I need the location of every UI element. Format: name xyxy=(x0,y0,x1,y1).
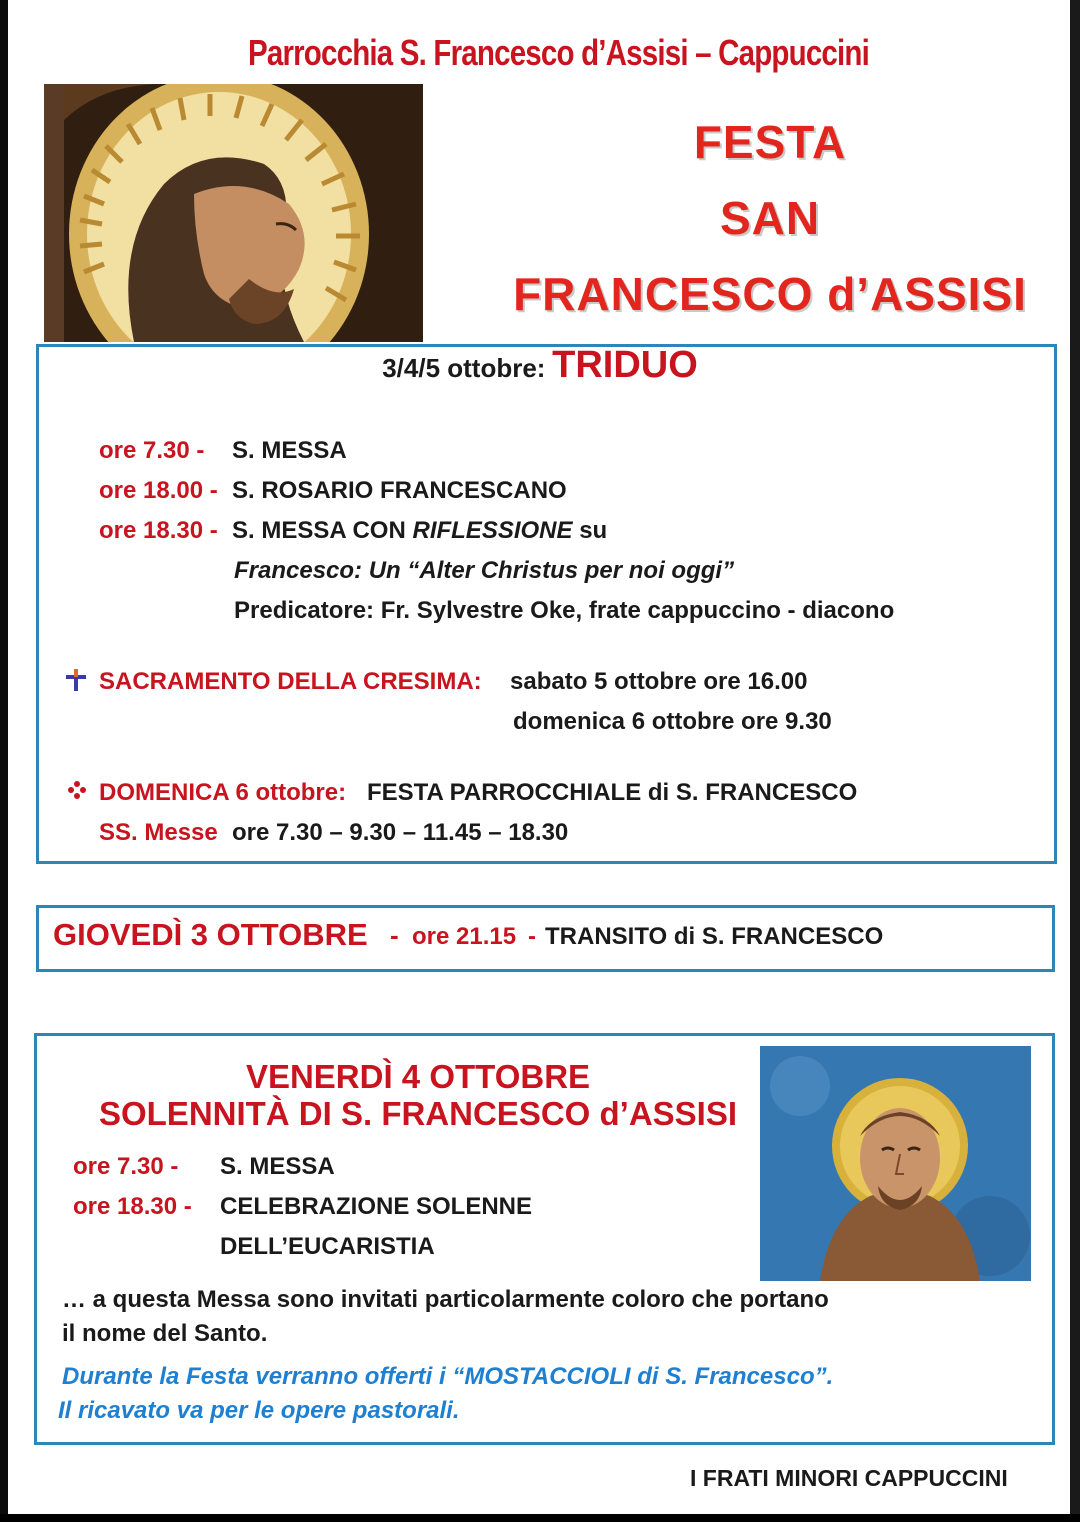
feast-title-line-2: SAN xyxy=(719,192,821,244)
solemnity-time-1: ore 7.30 - xyxy=(73,1153,179,1180)
masses-label: SS. Messe xyxy=(99,819,218,846)
triduo-colon: : xyxy=(536,353,546,383)
parish-name: Parrocchia S. Francesco d’Assisi – Cappuccini xyxy=(248,32,870,73)
schedule-event-3-tail: su xyxy=(579,517,608,544)
reflection-title: Francesco: Un “Alter Christus per noi oggi” xyxy=(234,557,735,584)
saint-francis-fresco-image xyxy=(760,1046,1031,1281)
schedule-time-3: ore 18.30 - xyxy=(99,517,218,544)
solemnity-date: VENERDÌ 4 OTTOBRE xyxy=(245,1058,591,1095)
solemnity-time-2: ore 18.30 - xyxy=(73,1193,192,1220)
invite-line-1: … a questa Messa sono invitati particolarmente coloro che portano xyxy=(62,1286,829,1313)
schedule-event-2: S. ROSARIO FRANCESCANO xyxy=(232,477,567,504)
feast-title-line-1: FESTA xyxy=(693,116,847,168)
preacher: Predicatore: Fr. Sylvestre Oke, frate cappuccino - diacono xyxy=(234,597,895,624)
schedule-time-2: ore 18.00 - xyxy=(99,477,218,504)
solemnity-heading xyxy=(60,1058,776,1132)
triduo-dates: 3/4/5 ottobre xyxy=(382,353,537,383)
diamond-bullet-icon xyxy=(66,778,88,810)
confirmation-date-2: domenica 6 ottobre ore 9.30 xyxy=(513,708,832,735)
signature: I FRATI MINORI CAPPUCCINI xyxy=(690,1465,1008,1491)
invite-line-2: il nome del Santo. xyxy=(62,1320,268,1347)
triduo-name: TRIDUO xyxy=(552,344,698,386)
solemnity-title: SOLENNITÀ DI S. FRANCESCO d’ASSISI xyxy=(98,1095,738,1132)
schedule-event-3-italic: RIFLESSIONE xyxy=(412,517,573,544)
transito-time: ore 21.15 xyxy=(412,923,517,950)
mostaccioli-note-2: Il ricavato va per le opere pastorali. xyxy=(58,1397,460,1424)
mostaccioli-note-1: Durante la Festa verranno offerti i “MOSTACCIOLI di S. Francesco”. xyxy=(62,1363,834,1390)
saint-francis-portrait-image xyxy=(44,84,423,342)
sunday-text: FESTA PARROCCHIALE di S. FRANCESCO xyxy=(367,779,858,806)
schedule-event-3 xyxy=(232,516,607,546)
schedule-event-3-text: S. MESSA CON xyxy=(232,517,406,544)
left-edge xyxy=(0,0,8,1522)
solemnity-event-1: S. MESSA xyxy=(220,1153,335,1180)
right-edge xyxy=(1070,0,1080,1522)
triduo-heading xyxy=(0,344,1080,386)
confirmation-date-1: sabato 5 ottobre ore 16.00 xyxy=(510,668,808,695)
schedule-time-1: ore 7.30 - xyxy=(99,437,205,464)
confirmation-label: SACRAMENTO DELLA CRESIMA: xyxy=(99,668,482,695)
transito-day: GIOVEDÌ 3 OTTOBRE xyxy=(53,917,368,952)
masses-times: ore 7.30 – 9.30 – 11.45 – 18.30 xyxy=(232,819,569,846)
solemnity-event-2: CELEBRAZIONE SOLENNE xyxy=(220,1193,533,1220)
transito-dash: - xyxy=(390,920,399,950)
feast-title-line-3: FRANCESCO d’ASSISI xyxy=(513,268,1027,320)
transito-event: TRANSITO di S. FRANCESCO xyxy=(545,923,884,950)
schedule-event-1: S. MESSA xyxy=(232,437,347,464)
bottom-edge xyxy=(0,1514,1080,1522)
cross-bullet-icon xyxy=(64,667,88,701)
solemnity-event-2-cont: DELL’EUCARISTIA xyxy=(220,1233,435,1260)
sunday-label: DOMENICA 6 ottobre: xyxy=(99,779,347,806)
transito-dash-2: - xyxy=(528,923,536,950)
feast-title xyxy=(500,104,1040,332)
